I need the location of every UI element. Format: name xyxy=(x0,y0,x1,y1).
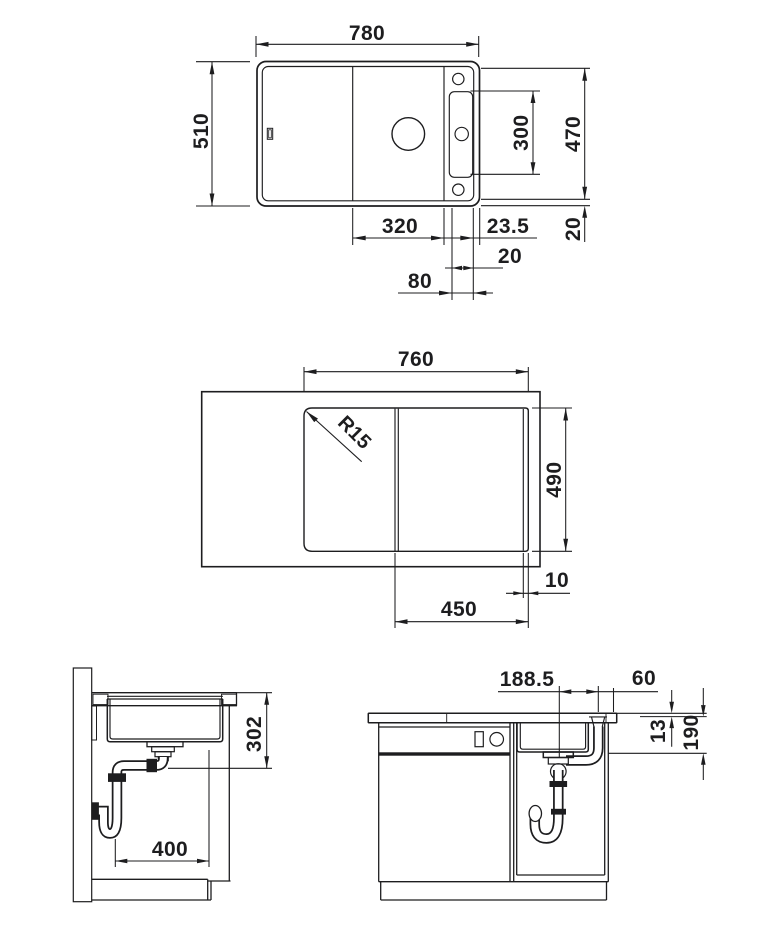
plan-dimensions xyxy=(190,22,590,300)
appliance-control-knob xyxy=(490,733,504,747)
dim-tap-hole-offset: 20 xyxy=(497,245,523,268)
plan-view xyxy=(190,22,590,300)
front-dimensions xyxy=(498,667,707,780)
dim-rim-depth: 20 xyxy=(562,216,585,242)
dim-trap-offset: 400 xyxy=(151,838,189,861)
side-dimensions xyxy=(115,693,272,867)
dim-cutout-width: 760 xyxy=(397,348,435,371)
plan-sink-outline xyxy=(257,62,480,207)
dim-drain-spacing: 188.5 xyxy=(499,668,555,691)
tap-ledge-recess xyxy=(449,92,472,178)
side-section-view xyxy=(73,668,272,902)
tap-hole-bottom xyxy=(453,184,464,195)
drain-hole xyxy=(392,118,425,151)
dim-bowl-depth: 190 xyxy=(680,714,703,751)
side-structure xyxy=(73,668,237,902)
tap-hole-middle xyxy=(455,127,468,140)
dim-bowl-zone: 450 xyxy=(440,598,478,621)
front-section-view xyxy=(368,667,706,900)
dim-rear-strip: 10 xyxy=(544,569,570,592)
dim-overflow-spacing: 60 xyxy=(631,667,657,690)
dim-cutout-depth: 490 xyxy=(543,461,566,498)
appliance-control-rect xyxy=(475,732,483,747)
drain-trap xyxy=(92,757,164,834)
dim-inner-depth: 470 xyxy=(562,115,585,153)
cutout-dimensions xyxy=(304,348,572,628)
pipe-nut xyxy=(108,773,126,782)
pipe-nut xyxy=(147,759,158,772)
front-structure xyxy=(368,713,616,900)
cutout-outline xyxy=(202,392,540,567)
dim-tap-ledge: 23.5 xyxy=(486,215,530,238)
wall-escutcheon xyxy=(92,802,99,820)
pipe-nut xyxy=(551,809,566,815)
dim-corner-radius: R15 xyxy=(333,411,376,454)
dim-rim-height: 13 xyxy=(647,718,670,744)
dim-overall-width: 780 xyxy=(348,22,386,45)
pipe-nut xyxy=(550,781,568,787)
dim-bowl-width: 320 xyxy=(381,215,419,238)
dim-drain-offset: 80 xyxy=(407,270,433,293)
bowl-section xyxy=(517,723,588,752)
trap-end-cap xyxy=(529,806,541,822)
dim-tap-hole-span: 300 xyxy=(510,114,533,151)
drawer-division xyxy=(379,752,510,755)
dim-overall-depth: 510 xyxy=(190,112,213,150)
tap-hole-top xyxy=(453,73,464,84)
wall-hatch xyxy=(73,668,91,902)
dim-outlet-height: 302 xyxy=(243,715,266,753)
cutout-view xyxy=(202,348,572,628)
wall-batten xyxy=(92,706,97,740)
